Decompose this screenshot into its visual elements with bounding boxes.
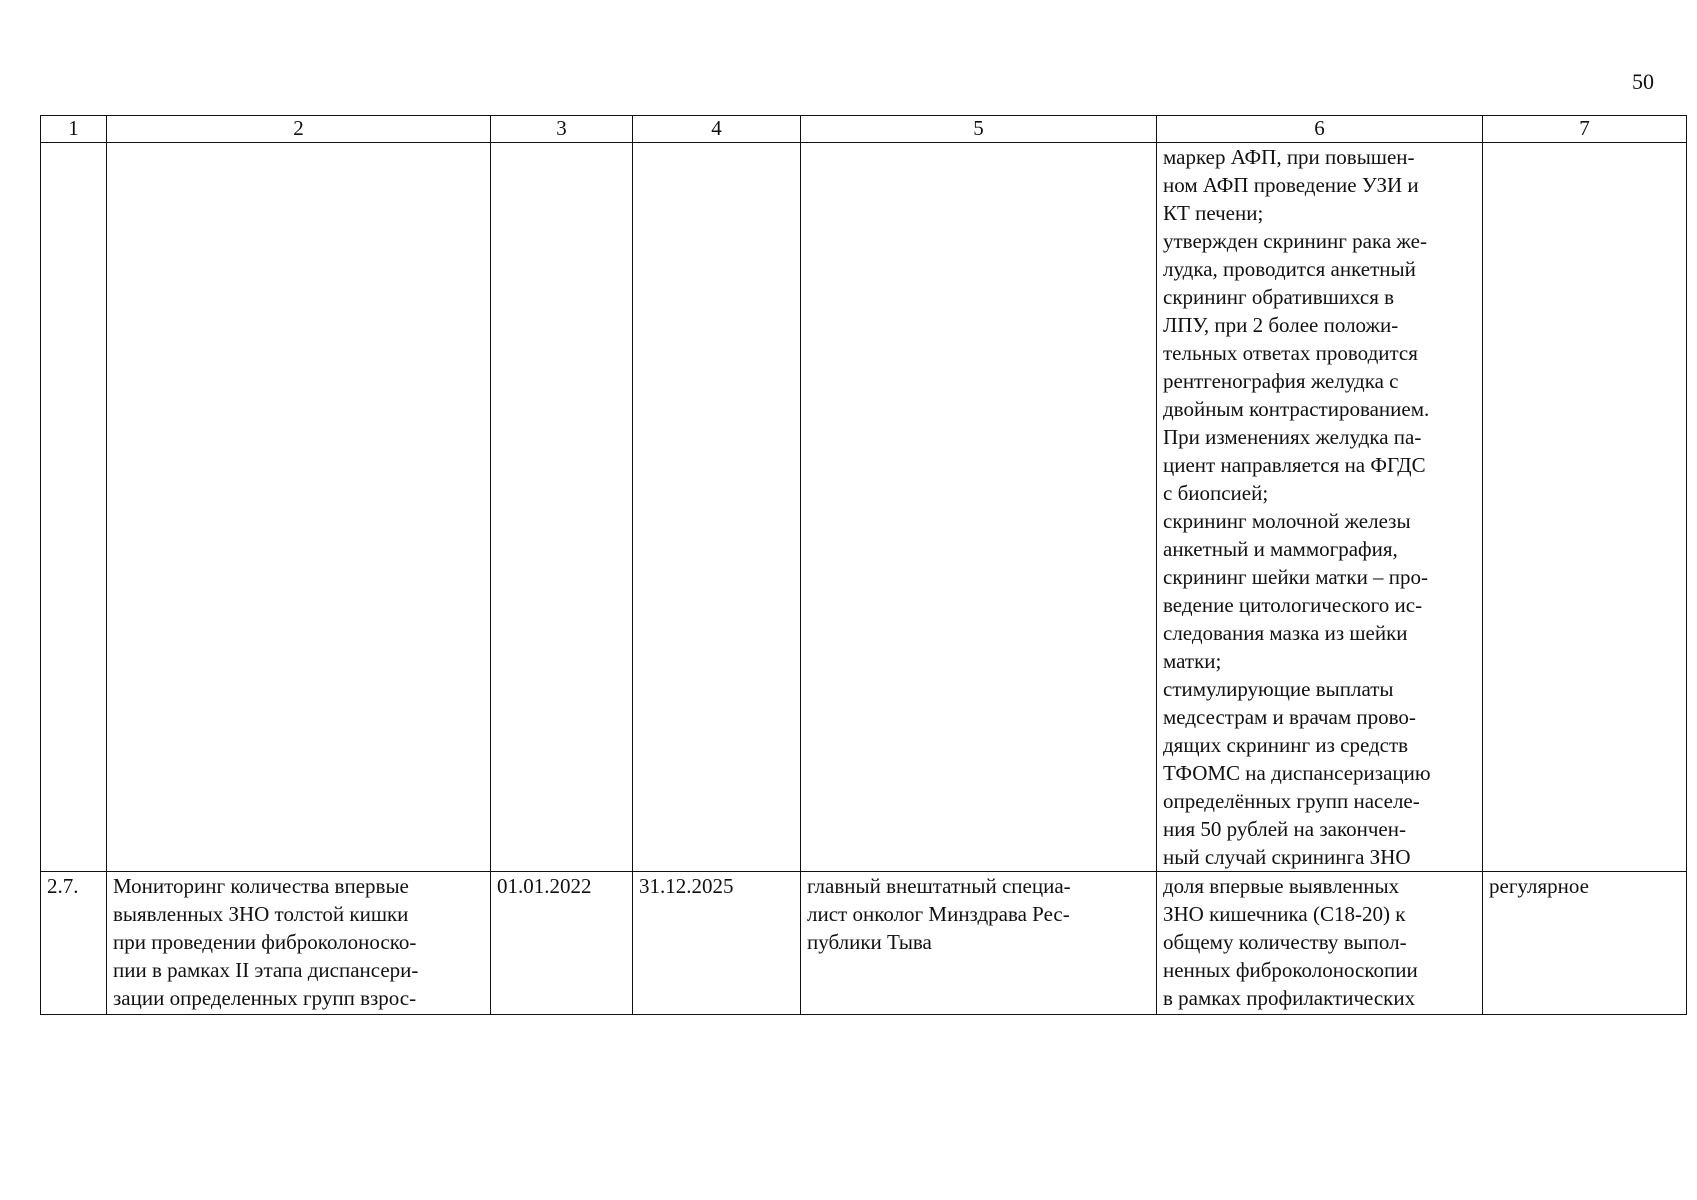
- header-row: [41, 116, 1687, 143]
- type-cell: регулярное: [1483, 872, 1687, 1015]
- column-header-3: 3: [491, 116, 633, 143]
- page-number: 50: [1632, 69, 1654, 94]
- start-date-cell: [491, 143, 633, 872]
- responsible-cell: главный внештатный специа- лист онколог Минздрава Рес- публики Тыва: [801, 872, 1157, 1015]
- end-date-cell: [633, 143, 801, 872]
- type-cell: [1483, 143, 1687, 872]
- indicator-cell: маркер АФП, при повышен- ном АФП проведение УЗИ и КТ печени; утвержден скрининг рака же- лудка, проводится анкетный скрининг обратившихся в ЛПУ, при 2 более положи- тельных ответах проводится рентгенография желудка с двойным контрастированием. При изменениях желудка па- циент направляется на ФГДС с биопсией; скрининг молочной железы анкетный и маммография, скрининг шейки матки – про- ведение цитологического ис- следования мазка из шейки матки; стимулирующие выплаты медсестрам и врачам прово- дящих скрининг из средств ТФОМС на диспансеризацию определённых групп населе- ния 50 рублей на закончен- ный случай скрининга ЗНО: [1157, 143, 1483, 872]
- responsible-cell: [801, 143, 1157, 872]
- event-name-cell: [107, 143, 491, 872]
- column-header-4: 4: [633, 116, 801, 143]
- column-header-6: 6: [1157, 116, 1483, 143]
- start-date-cell: 01.01.2022: [491, 872, 633, 1015]
- table-row-2-7: [41, 872, 1687, 1015]
- column-header-7: 7: [1483, 116, 1687, 143]
- column-header-5: 5: [801, 116, 1157, 143]
- column-header-2: 2: [107, 116, 491, 143]
- row-number-cell: 2.7.: [41, 872, 107, 1015]
- table-row-continuation: [41, 143, 1687, 872]
- plan-table: [40, 115, 1687, 1015]
- end-date-cell: 31.12.2025: [633, 872, 801, 1015]
- event-name-cell: Мониторинг количества впервые выявленных ЗНО толстой кишки при проведении фиброколоноско- пии в рамках II этапа диспансери- зации определенных групп взрос-: [107, 872, 491, 1015]
- indicator-cell: доля впервые выявленных ЗНО кишечника (С18-20) к общему количеству выпол- ненных фиброколоноскопии в рамках профилактических: [1157, 872, 1483, 1015]
- row-number-cell: [41, 143, 107, 872]
- column-header-1: 1: [41, 116, 107, 143]
